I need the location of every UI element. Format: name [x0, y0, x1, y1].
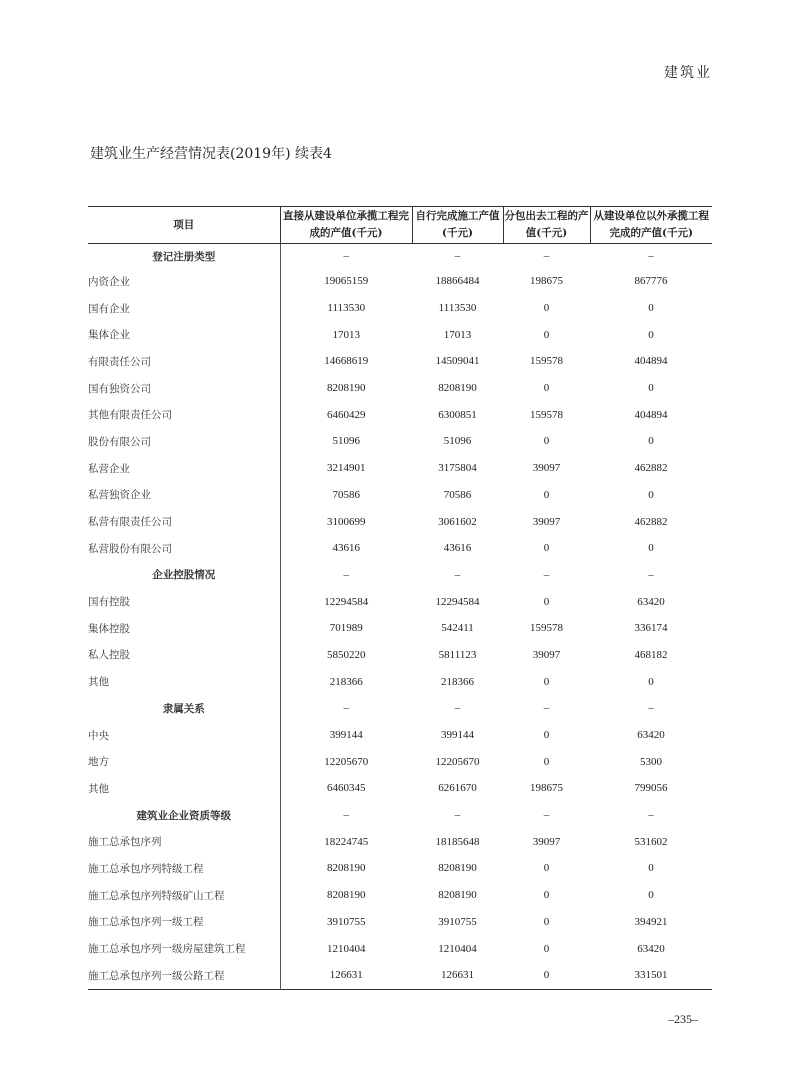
cell-value: 0 [543, 675, 550, 688]
cell-value: 399144 [441, 729, 474, 742]
row-label: 其他有限责任公司 [88, 401, 280, 428]
cell-value: 0 [543, 862, 550, 875]
cell-value: 198675 [530, 275, 563, 288]
cell-value: 0 [543, 595, 550, 608]
cell-value: – [648, 250, 654, 262]
row-label: 施工总承包序列一级公路工程 [88, 962, 280, 989]
table-row [88, 962, 712, 989]
cell-value: 462882 [634, 515, 668, 528]
header-item: 项目 [88, 207, 280, 244]
cell-value: 6261670 [438, 782, 477, 795]
cell-value: 18224745 [324, 835, 369, 848]
cell-value: 63420 [637, 595, 665, 608]
cell-value: – [454, 250, 461, 262]
cell-value: 0 [648, 435, 654, 448]
cell-value: 70586 [332, 488, 360, 501]
cell-value: 3910755 [438, 915, 477, 928]
table-row [88, 828, 712, 855]
cell-value: 0 [543, 969, 550, 982]
table-body [88, 244, 712, 990]
table-row [88, 375, 712, 402]
cell-value: 701989 [329, 622, 363, 635]
row-label: 私营企业 [88, 455, 280, 482]
row-label: 内资企业 [88, 268, 280, 295]
table-row [88, 482, 712, 509]
cell-value: 0 [543, 542, 550, 555]
cell-value: 8208190 [438, 382, 477, 395]
cell-value: 8208190 [438, 889, 477, 902]
cell-value: 0 [543, 302, 550, 315]
cell-value: 126631 [441, 969, 474, 982]
cell-value: 43616 [443, 542, 472, 555]
row-label: 私营有限责任公司 [88, 508, 280, 535]
cell-value: 0 [543, 755, 550, 768]
table-row [88, 268, 712, 295]
table-row [88, 455, 712, 482]
table-title: 建筑业生产经营情况表(2019年) 续表4 [90, 146, 332, 162]
cell-value: 0 [648, 302, 654, 315]
cell-value: – [648, 809, 654, 822]
cell-value: 404894 [634, 408, 668, 421]
cell-value: 18185648 [435, 835, 480, 848]
cell-value: 399144 [329, 729, 363, 742]
table-row [88, 882, 712, 909]
row-label: 企业控股情况 [88, 562, 280, 589]
cell-value: 17013 [443, 328, 472, 341]
cell-value: 3910755 [327, 915, 366, 928]
cell-value: 542411 [441, 622, 474, 635]
section-row [88, 244, 712, 269]
cell-value: 12205670 [435, 755, 480, 768]
cell-value: – [543, 702, 550, 715]
cell-value: – [343, 809, 349, 822]
cell-value: 63420 [637, 729, 665, 742]
cell-value: – [543, 568, 550, 581]
cell-value: 218366 [441, 675, 474, 688]
table-row [88, 615, 712, 642]
row-label: 国有独资公司 [88, 375, 280, 402]
cell-value: 0 [648, 675, 654, 688]
cell-value: 0 [543, 488, 550, 501]
table-row [88, 855, 712, 882]
cell-value: 3175804 [438, 462, 477, 475]
cell-value: 159578 [530, 622, 563, 635]
cell-value: 0 [648, 542, 654, 555]
cell-value: 39097 [532, 835, 561, 848]
table-row [88, 295, 712, 322]
header-direct-output: 直接从建设单位承揽工程完成的产值(千元) [280, 207, 412, 244]
table-row [88, 321, 712, 348]
cell-value: – [343, 568, 349, 581]
header-self-completed: 自行完成施工产值(千元) [412, 207, 503, 244]
cell-value: 18866484 [435, 275, 480, 288]
cell-value: 12294584 [435, 595, 480, 608]
cell-value: 462882 [634, 462, 668, 475]
row-label: 施工总承包序列 [88, 828, 280, 855]
cell-value: 0 [543, 435, 550, 448]
row-label: 其他 [88, 668, 280, 695]
cell-value: 0 [543, 889, 550, 902]
running-head: 建筑业 [664, 65, 712, 81]
section-row [88, 562, 712, 589]
row-label: 地方 [88, 748, 280, 775]
cell-value: 43616 [332, 542, 360, 555]
cell-value: 5850220 [327, 648, 366, 661]
table-row [88, 935, 712, 962]
cell-value: 6460345 [327, 782, 366, 795]
cell-value: 8208190 [327, 382, 366, 395]
cell-value: 0 [648, 862, 654, 875]
row-label: 私营股份有限公司 [88, 535, 280, 562]
row-label: 建筑业企业资质等级 [88, 802, 280, 829]
cell-value: 14668619 [324, 355, 369, 368]
cell-value: 17013 [332, 328, 360, 341]
cell-value: – [543, 250, 550, 262]
cell-value: 6460429 [327, 408, 366, 421]
cell-value: 0 [543, 942, 550, 955]
cell-value: 6300851 [438, 408, 477, 421]
table-row [88, 642, 712, 669]
table-row [88, 775, 712, 802]
cell-value: 468182 [634, 648, 668, 661]
cell-value: 799056 [634, 782, 668, 795]
cell-value: 331501 [634, 969, 668, 982]
cell-value: 0 [543, 382, 550, 395]
cell-value: – [343, 702, 349, 715]
cell-value: 0 [648, 889, 654, 902]
row-label: 隶属关系 [88, 695, 280, 722]
table-row [88, 428, 712, 455]
row-label: 施工总承包序列一级房屋建筑工程 [88, 935, 280, 962]
cell-value: 159578 [530, 408, 563, 421]
cell-value: 159578 [530, 355, 563, 368]
cell-value: 0 [648, 328, 654, 341]
table-row [88, 722, 712, 749]
cell-value: 0 [543, 915, 550, 928]
cell-value: 531602 [634, 835, 668, 848]
construction-output-table [88, 206, 712, 990]
row-label: 国有企业 [88, 295, 280, 322]
cell-value: – [543, 809, 550, 822]
page-number: –235– [668, 1012, 698, 1026]
cell-value: 0 [648, 382, 654, 395]
cell-value: 3100699 [327, 515, 366, 528]
header-row [88, 207, 712, 244]
row-label: 其他 [88, 775, 280, 802]
row-label: 施工总承包序列一级工程 [88, 909, 280, 936]
cell-value: 0 [648, 488, 654, 501]
row-label: 施工总承包序列特级矿山工程 [88, 882, 280, 909]
cell-value: 8208190 [327, 862, 366, 875]
cell-value: 70586 [443, 488, 472, 501]
table-row [88, 909, 712, 936]
cell-value: 5811123 [438, 648, 477, 661]
cell-value: 12205670 [324, 755, 369, 768]
cell-value: – [648, 702, 654, 715]
cell-value: 3214901 [327, 462, 366, 475]
cell-value: 1113530 [327, 302, 366, 315]
cell-value: 39097 [532, 648, 561, 661]
cell-value: 394921 [634, 915, 668, 928]
cell-value: – [343, 250, 349, 262]
cell-value: 39097 [532, 462, 561, 475]
cell-value: 14509041 [435, 355, 480, 368]
cell-value: 1210404 [438, 942, 477, 955]
cell-value: 63420 [637, 942, 665, 955]
table-row [88, 401, 712, 428]
row-label: 股份有限公司 [88, 428, 280, 455]
cell-value: 19065159 [324, 275, 369, 288]
cell-value: – [648, 568, 654, 581]
cell-value: 218366 [329, 675, 363, 688]
table-row [88, 668, 712, 695]
cell-value: 0 [543, 328, 550, 341]
row-label: 私人控股 [88, 642, 280, 669]
table-row [88, 748, 712, 775]
cell-value: 51096 [443, 435, 472, 448]
row-label: 私营独资企业 [88, 482, 280, 509]
section-row [88, 695, 712, 722]
cell-value: 39097 [532, 515, 561, 528]
cell-value: 1210404 [327, 942, 366, 955]
cell-value: – [454, 568, 461, 581]
row-label: 登记注册类型 [88, 244, 280, 269]
cell-value: 3061602 [438, 515, 477, 528]
cell-value: 336174 [634, 622, 668, 635]
table-row [88, 508, 712, 535]
row-label: 中央 [88, 722, 280, 749]
table-row [88, 588, 712, 615]
cell-value: 404894 [634, 355, 668, 368]
cell-value: 12294584 [324, 595, 369, 608]
cell-value: 1113530 [438, 302, 477, 315]
header-subcontracted: 分包出去工程的产值(千元) [503, 207, 590, 244]
header-other-output: 从建设单位以外承揽工程完成的产值(千元) [590, 207, 712, 244]
cell-value: – [454, 702, 461, 715]
row-label: 国有控股 [88, 588, 280, 615]
cell-value: 51096 [332, 435, 360, 448]
cell-value: 0 [543, 729, 550, 742]
section-row [88, 802, 712, 829]
cell-value: 867776 [634, 275, 668, 288]
cell-value: 126631 [329, 969, 363, 982]
row-label: 集体企业 [88, 321, 280, 348]
row-label: 施工总承包序列特级工程 [88, 855, 280, 882]
cell-value: 198675 [530, 782, 563, 795]
row-label: 有限责任公司 [88, 348, 280, 375]
cell-value: 8208190 [438, 862, 477, 875]
cell-value: 8208190 [327, 889, 366, 902]
table-row [88, 535, 712, 562]
table-row [88, 348, 712, 375]
cell-value: – [454, 809, 461, 822]
row-label: 集体控股 [88, 615, 280, 642]
cell-value: 5300 [640, 755, 662, 768]
